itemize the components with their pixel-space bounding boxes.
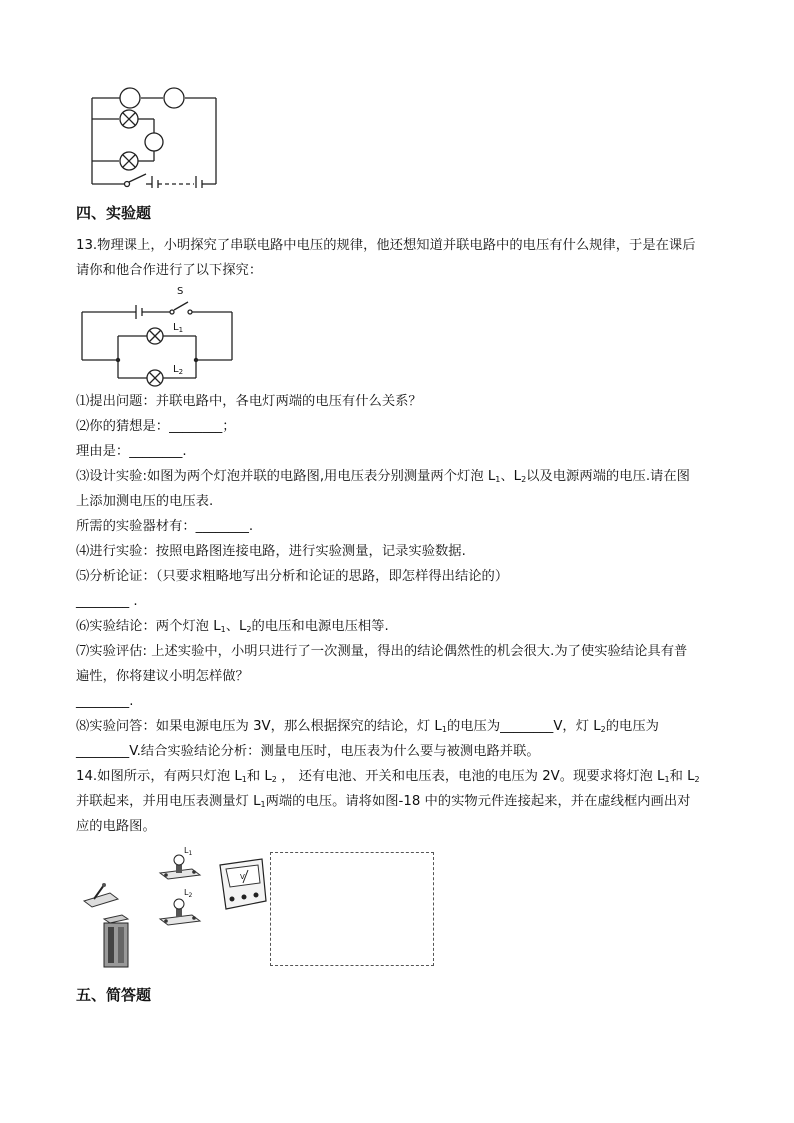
- svg-text:L1: $L_1$: [184, 846, 193, 857]
- answer-blank[interactable]: ________: [76, 594, 130, 609]
- svg-text:L2: $L_2$: [184, 888, 193, 899]
- circuit-drawing-dashed-box[interactable]: [270, 852, 434, 966]
- q13-step3-line2: 上添加测电压的电压表.: [76, 494, 214, 509]
- q13-step3-line1: ⑶设计实验:如图为两个灯泡并联的电路图,用电压表分别测量两个灯泡 $L_1$、$L_2$以及电源两端的电压.请在图: [76, 469, 690, 484]
- knife-switch-icon: [84, 883, 118, 907]
- answer-blank[interactable]: ________: [169, 419, 223, 434]
- answer-blank[interactable]: ________: [195, 519, 249, 534]
- q14-line3: 应的电路图。: [76, 819, 156, 834]
- q13-step7-line1: ⑺实验评估: 上述实验中，小明只进行了一次测量，得出的结论偶然性的机会很大.为了使实验结论具有普: [76, 644, 688, 659]
- q13-step5-answer: ________ .: [76, 594, 138, 609]
- previous-question-circuit-diagram: [86, 86, 226, 188]
- battery-icon: [104, 915, 128, 967]
- q13-step8-line2: ________V.结合实验结论分析：测量电压时，电压表为什么要与被测电路并联。: [76, 744, 540, 759]
- q13-step5: ⑸分析论证：（只要求粗略地写出分析和论证的思路，即怎样得出结论的）: [76, 569, 509, 584]
- answer-blank[interactable]: ________: [500, 719, 554, 734]
- q13-step2: ⑵你的猜想是：________；: [76, 419, 236, 434]
- q14-line2: 并联起来，并用电压表测量灯 $L_1$两端的电压。请将如图-18 中的实物元件连接起来，并在虚线框内画出对: [76, 794, 691, 809]
- section-heading-short-answer: 五、简答题: [76, 986, 152, 1004]
- q14-line1: 14.如图所示，有两只灯泡 $L_1$和 $L_2$ ， 还有电池、开关和电压表，电池的电压为 2V。现要求将灯泡 $L_1$和 $L_2$: [76, 769, 700, 784]
- q13-step7-answer: ________.: [76, 694, 134, 709]
- answer-blank[interactable]: ________: [76, 694, 130, 709]
- svg-text:L1: $L_1$: [173, 322, 184, 334]
- answer-blank[interactable]: ________: [76, 744, 130, 759]
- q13-parallel-circuit-diagram: [78, 282, 238, 388]
- q13-step1: ⑴提出问题：并联电路中，各电灯两端的电压有什么关系？: [76, 394, 422, 409]
- svg-text:V: V: [240, 873, 245, 881]
- answer-blank[interactable]: ________: [129, 444, 183, 459]
- lamp-l1-icon: [160, 855, 200, 879]
- q13-intro-line1: 13.物理课上，小明探究了串联电路中电压的规律，他还想知道并联电路中的电压有什么规律，于是在课后: [76, 238, 696, 253]
- svg-text:L2: $L_2$: [173, 364, 184, 376]
- q13-step2-reason: 理由是：________.: [76, 444, 187, 459]
- q14-components-illustration: [80, 843, 270, 973]
- q13-step8-line1: ⑻实验问答：如果电源电压为 3V，那么根据探究的结论，灯 $L_1$的电压为________V，灯 $L_2$的电压为: [76, 719, 659, 734]
- q13-intro-line2: 请你和他合作进行了以下探究：: [76, 263, 263, 278]
- switch-label: S: [177, 286, 184, 297]
- q13-step3-equipment: 所需的实验器材有：________.: [76, 519, 254, 534]
- lamp-l2-icon: [160, 899, 200, 925]
- voltmeter-icon: [220, 859, 266, 909]
- section-heading-experiment: 四、实验题: [76, 204, 152, 222]
- q13-step6: ⑹实验结论：两个灯泡 $L_1$、$L_2$的电压和电源电压相等.: [76, 619, 389, 634]
- q13-step4: ⑷进行实验：按照电路图连接电路，进行实验测量，记录实验数据.: [76, 544, 466, 559]
- q13-step7-line2: 遍性，你将建议小明怎样做？: [76, 669, 249, 684]
